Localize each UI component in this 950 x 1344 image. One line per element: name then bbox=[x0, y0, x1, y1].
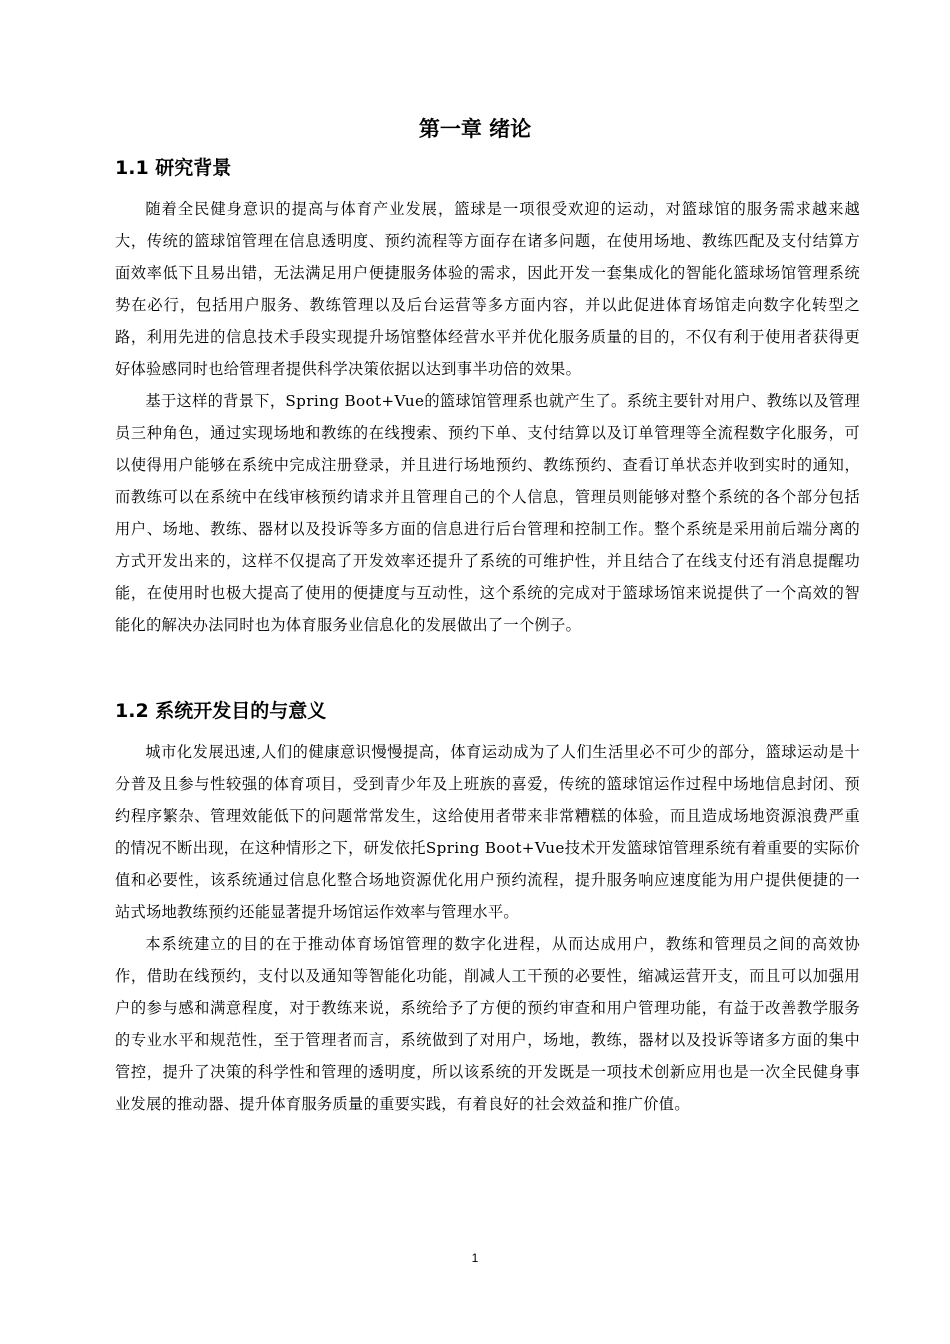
chapter-title: 第一章 绪论 bbox=[418, 117, 532, 141]
paragraph: 基于这样的背景下，Spring Boot+Vue的篮球馆管理系也就产生了。系统主要针对用户、教练以及管理员三种角色，通过实现场地和教练的在线搜索、预约下单、支付结算以及订单管理等全流程数字化服务，可以使得用户能够在系统中完成注册登录，并且进行场地预约、教练预约、查看订单状态并收到实时的通知，而教练可以在系统中在线审核预约请求并且管理自己的个人信息，管理员则能够对整个系统的各个部分包括用户、场地、教练、器材以及投诉等多方面的信息进行后台管理和控制工作。整个系统是采用前后端分离的方式开发出来的，这样不仅提高了开发效率还提升了系统的可维护性，并且结合了在线支付还有消息提醒功能，在使用时也极大提高了使用的便捷度与互动性，这个系统的完成对于篮球场馆来说提供了一个高效的智能化的解决办法同时也为体育服务业信息化的发展做出了一个例子。 bbox=[115, 392, 860, 634]
page-number: 1 bbox=[471, 1251, 479, 1265]
section-body-1-1 bbox=[115, 193, 860, 641]
paragraph: 随着全民健身意识的提高与体育产业发展，篮球是一项很受欢迎的运动，对篮球馆的服务需求越来越大，传统的篮球馆管理在信息透明度、预约流程等方面存在诸多问题，在使用场地、教练匹配及支付结算方面效率低下且易出错，无法满足用户便捷服务体验的需求，因此开发一套集成化的智能化篮球场馆管理系统势在必行，包括用户服务、教练管理以及后台运营等多方面内容，并以此促进体育场馆走向数字化转型之路，利用先进的信息技术手段实现提升场馆整体经营水平并优化服务质量的目的，不仅有利于使用者获得更好体验感同时也给管理者提供科学决策依据以达到事半功倍的效果。 bbox=[115, 200, 860, 378]
paragraph: 本系统建立的目的在于推动体育场馆管理的数字化进程，从而达成用户，教练和管理员之间的高效协作，借助在线预约，支付以及通知等智能化功能，削减人工干预的必要性，缩减运营开支，而且可以加强用户的参与感和满意程度，对于教练来说，系统给予了方便的预约审查和用户管理功能，有益于改善教学服务的专业水平和规范性，至于管理者而言，系统做到了对用户，场地，教练，器材以及投诉等诸多方面的集中管控，提升了决策的科学性和管理的透明度，所以该系统的开发既是一项技术创新应用也是一次全民健身事业发展的推动器、提升体育服务质量的重要实践，有着良好的社会效益和推广价值。 bbox=[115, 935, 860, 1113]
section-heading-1-2: 1.2 系统开发目的与意义 bbox=[115, 700, 327, 722]
section-body-1-2 bbox=[115, 736, 860, 1120]
paragraph: 城市化发展迅速,人们的健康意识慢慢提高，体育运动成为了人们生活里必不可少的部分，篮球运动是十分普及且参与性较强的体育项目，受到青少年及上班族的喜爱，传统的篮球馆运作过程中场地信息封闭、预约程序繁杂、管理效能低下的问题常常发生，这给使用者带来非常糟糕的体验，而且造成场地资源浪费严重的情况不断出现，在这种情形之下，研发依托Spring Boot+Vue技术开发篮球馆管理系统有着重要的实际价值和必要性，该系统通过信息化整合场地资源优化用户预约流程，提升服务响应速度能为用户提供便捷的一站式场地教练预约还能显著提升场馆运作效率与管理水平。 bbox=[115, 743, 860, 921]
section-heading-1-1: 1.1 研究背景 bbox=[115, 157, 232, 179]
